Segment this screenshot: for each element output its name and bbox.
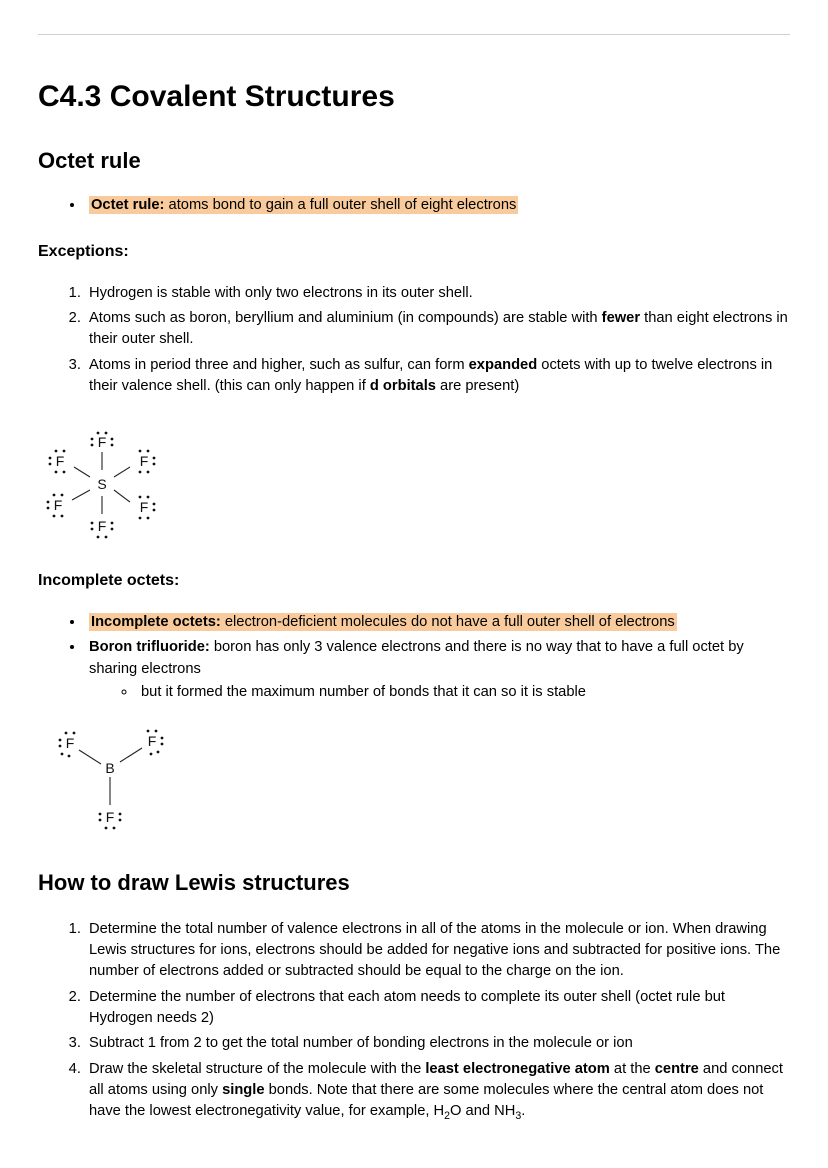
sub-list-item: ◦ but it formed the maximum number of bonds that it can so it is stable <box>137 682 790 703</box>
atom-label-fluorine: F <box>139 453 149 470</box>
lone-pair-dot <box>61 753 64 756</box>
bond-s-f-lower-right <box>114 490 130 502</box>
lone-pair-dot <box>105 536 108 539</box>
lone-pair-dot <box>91 522 94 525</box>
lone-pair-dot <box>91 528 94 531</box>
list-item: 1. Hydrogen is stable with only two electrons in its outer shell. <box>85 283 790 304</box>
list-item <box>85 637 790 703</box>
heading-incomplete-octets: Incomplete octets: <box>38 572 180 590</box>
lone-pair-dot <box>99 819 102 822</box>
bond-s-f-upper-left <box>74 467 90 477</box>
lone-pair-dot <box>97 536 100 539</box>
lone-pair-dot <box>161 743 164 746</box>
bond-s-f-lower-left <box>72 490 90 500</box>
atom-label-fluorine: F <box>97 434 107 451</box>
atom-label-fluorine: F <box>65 735 75 752</box>
heading-exceptions: Exceptions: <box>38 242 129 260</box>
list-item <box>85 195 790 216</box>
highlighted-text: Incomplete octets: electron-deficient molecules do not have a full outer shell of electrons <box>91 613 675 630</box>
lone-pair-dot <box>53 494 56 497</box>
highlighted-text: Octet rule: atoms bond to gain a full outer shell of eight electrons <box>91 196 517 213</box>
page-title: C4.3 Covalent Structures <box>38 80 395 113</box>
sf6-lewis-structure-diagram <box>40 423 180 545</box>
lone-pair-dot <box>147 517 150 520</box>
lone-pair-dot <box>63 450 66 453</box>
lone-pair-dot <box>105 432 108 435</box>
lone-pair-dot <box>139 471 142 474</box>
lone-pair-dot <box>61 515 64 518</box>
lone-pair-dot <box>153 463 156 466</box>
lone-pair-dot <box>49 457 52 460</box>
lone-pair-dot <box>59 739 62 742</box>
lone-pair-dot <box>55 450 58 453</box>
atom-label-fluorine: F <box>97 518 107 535</box>
lone-pair-dot <box>153 457 156 460</box>
lone-pair-dot <box>111 522 114 525</box>
lone-pair-dot <box>147 450 150 453</box>
lone-pair-dot <box>91 444 94 447</box>
list-item: 2. Atoms such as boron, beryllium and aluminium (in compounds) are stable with fewer than eight electrons in their outer shell. <box>85 308 790 351</box>
document-page <box>0 34 828 1168</box>
list-item: 3. Atoms in period three and higher, such as sulfur, can form expanded octets with up to twelve electrons in their valence shell. (this can only happen if d orbitals are present) <box>85 355 790 398</box>
bond-s-f-upper-right <box>114 467 130 477</box>
octet-rule-bullet-list <box>38 195 790 216</box>
atom-label-fluorine: F <box>105 809 115 826</box>
top-divider <box>38 34 790 35</box>
lone-pair-dot <box>91 438 94 441</box>
bullet-text: Boron trifluoride: boron has only 3 valence electrons and there is no way that to have a full octet by sharing electrons <box>89 639 744 677</box>
lone-pair-dot <box>105 827 108 830</box>
exceptions-list <box>38 283 790 398</box>
heading-how-to-draw-lewis-structures: How to draw Lewis structures <box>38 870 350 896</box>
lone-pair-dot <box>157 751 160 754</box>
lone-pair-dot <box>119 819 122 822</box>
list-item: 4. Draw the skeletal structure of the molecule with the least electronegative atom at the centre and connect all atoms using only single bonds. Note that there are some molecules where the central atom does not have the lowest electronegativity value, for example, $H_2O$ and $NH_3$. <box>85 1059 790 1125</box>
incomplete-octets-bullet-list <box>38 612 790 703</box>
atom-label-sulfur: S <box>97 476 107 493</box>
lone-pair-dot <box>65 732 68 735</box>
list-item: 3. Subtract 1 from 2 to get the total number of bonding electrons in the molecule or ion <box>85 1033 790 1054</box>
lone-pair-dot <box>99 813 102 816</box>
lone-pair-dot <box>153 503 156 506</box>
lone-pair-dot <box>113 827 116 830</box>
lone-pair-dot <box>139 517 142 520</box>
bf3-lewis-structure-diagram <box>46 723 178 835</box>
bond-b-f-upper-left <box>79 750 101 764</box>
lone-pair-dot <box>55 471 58 474</box>
lone-pair-dot <box>153 509 156 512</box>
atom-label-fluorine: F <box>55 453 65 470</box>
lone-pair-dot <box>161 737 164 740</box>
lone-pair-dot <box>53 515 56 518</box>
lone-pair-dot <box>61 494 64 497</box>
lone-pair-dot <box>73 732 76 735</box>
lone-pair-dot <box>147 730 150 733</box>
lone-pair-dot <box>139 450 142 453</box>
list-item: 2. Determine the number of electrons that each atom needs to complete its outer shell (octet rule but Hydrogen needs 2) <box>85 987 790 1030</box>
list-item: 1. Determine the total number of valence electrons in all of the atoms in the molecule or ion. When drawing Lewis structures for ions, electrons should be added for negative ions and subtracted for positive ions. The number of electrons added or subtracted should be equal to the charge on the ion. <box>85 919 790 983</box>
lone-pair-dot <box>139 496 142 499</box>
lone-pair-dot <box>147 496 150 499</box>
lone-pair-dot <box>111 528 114 531</box>
lone-pair-dot <box>47 507 50 510</box>
heading-octet-rule: Octet rule <box>38 148 141 173</box>
lone-pair-dot <box>155 730 158 733</box>
bond-b-f-upper-right <box>120 748 142 762</box>
lone-pair-dot <box>111 438 114 441</box>
atom-label-fluorine: F <box>139 499 149 516</box>
lone-pair-dot <box>63 471 66 474</box>
atom-label-fluorine: F <box>53 497 63 514</box>
lone-pair-dot <box>97 432 100 435</box>
lone-pair-dot <box>59 745 62 748</box>
atom-label-boron: B <box>105 760 115 777</box>
lone-pair-dot <box>150 753 153 756</box>
lone-pair-dot <box>47 501 50 504</box>
atom-label-fluorine: F <box>147 733 157 750</box>
lone-pair-dot <box>119 813 122 816</box>
lone-pair-dot <box>111 444 114 447</box>
list-item <box>85 612 790 633</box>
lone-pair-dot <box>49 463 52 466</box>
lewis-steps-list <box>38 919 790 1125</box>
sub-bullet-list <box>89 682 790 703</box>
lone-pair-dot <box>68 755 71 758</box>
lone-pair-dot <box>147 471 150 474</box>
